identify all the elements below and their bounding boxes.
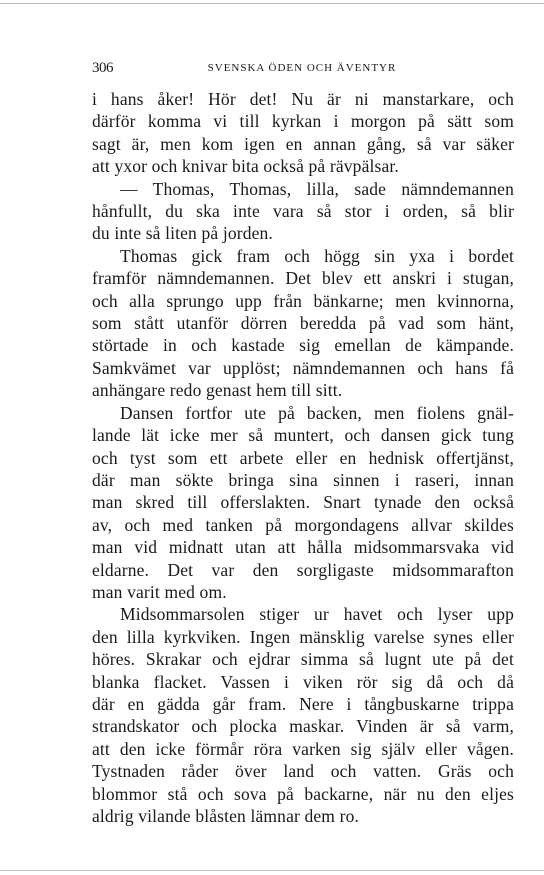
text-line: Midsommarsolen stiger ur havet och lyser upp bbox=[120, 604, 514, 625]
text-line: den lilla kyrkviken. Ingen mänsklig varelse synes eller bbox=[92, 626, 514, 647]
text-line: aldrig vilande blåsten lämnar dem ro. bbox=[92, 806, 359, 826]
text-line: Samkvämet var upplöst; nämndemannen och hans få bbox=[92, 357, 514, 378]
text-line: Thomas gick fram och högg sin yxa i bordet bbox=[120, 245, 514, 266]
text-line: eldarne. Det var den sorgligaste midsommarafton bbox=[92, 559, 514, 580]
text-line: där man sökte bringa sina sinnen i raseri, innan bbox=[92, 469, 514, 490]
text-line: i hans åker! Hör det! Nu är ni manstarkare, och bbox=[92, 89, 514, 109]
text-line: av, och med tanken på morgondagens allvar skildes bbox=[92, 514, 514, 535]
text-line: du inte så liten på jorden. bbox=[92, 223, 273, 244]
bottom-edge-rule bbox=[0, 870, 544, 871]
text-line: där en gädda går fram. Nere i tångbuskarne trippa bbox=[92, 693, 514, 714]
top-edge-rule bbox=[0, 3, 544, 4]
text-line: hånfullt, du ska inte vara så stor i orden, så blir bbox=[92, 201, 514, 222]
text-line: blanka flacket. Vassen i viken rör sig då och då bbox=[92, 671, 514, 692]
text-line: Dansen fortfor ute på backen, men fiolens gnäl- bbox=[120, 402, 514, 423]
text-line: blommor stå och sova på backarne, när nu den eljes bbox=[92, 783, 514, 804]
text-line: framför nämndemannen. Det blev ett anskri i stugan, bbox=[92, 268, 514, 289]
text-line: därför komma vi till kyrkan i morgon på sätt som bbox=[92, 111, 514, 132]
body-text bbox=[92, 88, 514, 827]
text-line: man varit med om. bbox=[92, 581, 227, 602]
text-line: man vid midnatt utan att hålla midsommarsvaka vid bbox=[92, 537, 514, 558]
text-line: strandskator och plocka maskar. Vinden är så varm, bbox=[92, 716, 514, 737]
text-line: — Thomas, Thomas, lilla, sade nämndemannen bbox=[120, 178, 514, 199]
text-line: lande lät icke mer så muntert, och dansen gick tung bbox=[92, 425, 514, 446]
text-line: som stått utanför dörren beredda på vad som hänt, bbox=[92, 313, 514, 334]
text-line: och tyst som ett arbete eller en hednisk offertjänst, bbox=[92, 447, 514, 468]
page-header bbox=[92, 60, 512, 80]
text-line: höres. Skrakar och ejdrar simma så lugnt ute på det bbox=[92, 649, 514, 670]
text-line: anhängare redo genast hem till sitt. bbox=[92, 380, 343, 401]
text-line: sagt är, men kom igen en annan gång, så var säker bbox=[92, 133, 514, 154]
text-line: och alla sprungo upp från bänkarne; men kvinnorna, bbox=[92, 290, 514, 311]
text-line: att yxor och knivar bita också på rävpälsar. bbox=[92, 156, 399, 177]
running-title: SVENSKA ÖDEN OCH ÄVENTYR bbox=[207, 62, 397, 74]
text-line: att den icke förmår röra varken sig själv eller vågen. bbox=[92, 738, 514, 759]
text-line: Tystnaden råder över land och vatten. Gräs och bbox=[92, 761, 514, 782]
text-line: störtade in och kastade sig emellan de kämpande. bbox=[92, 335, 514, 356]
text-line: man skred till offerslakten. Snart tynade den också bbox=[92, 492, 514, 513]
page-number: 306 bbox=[92, 60, 113, 76]
